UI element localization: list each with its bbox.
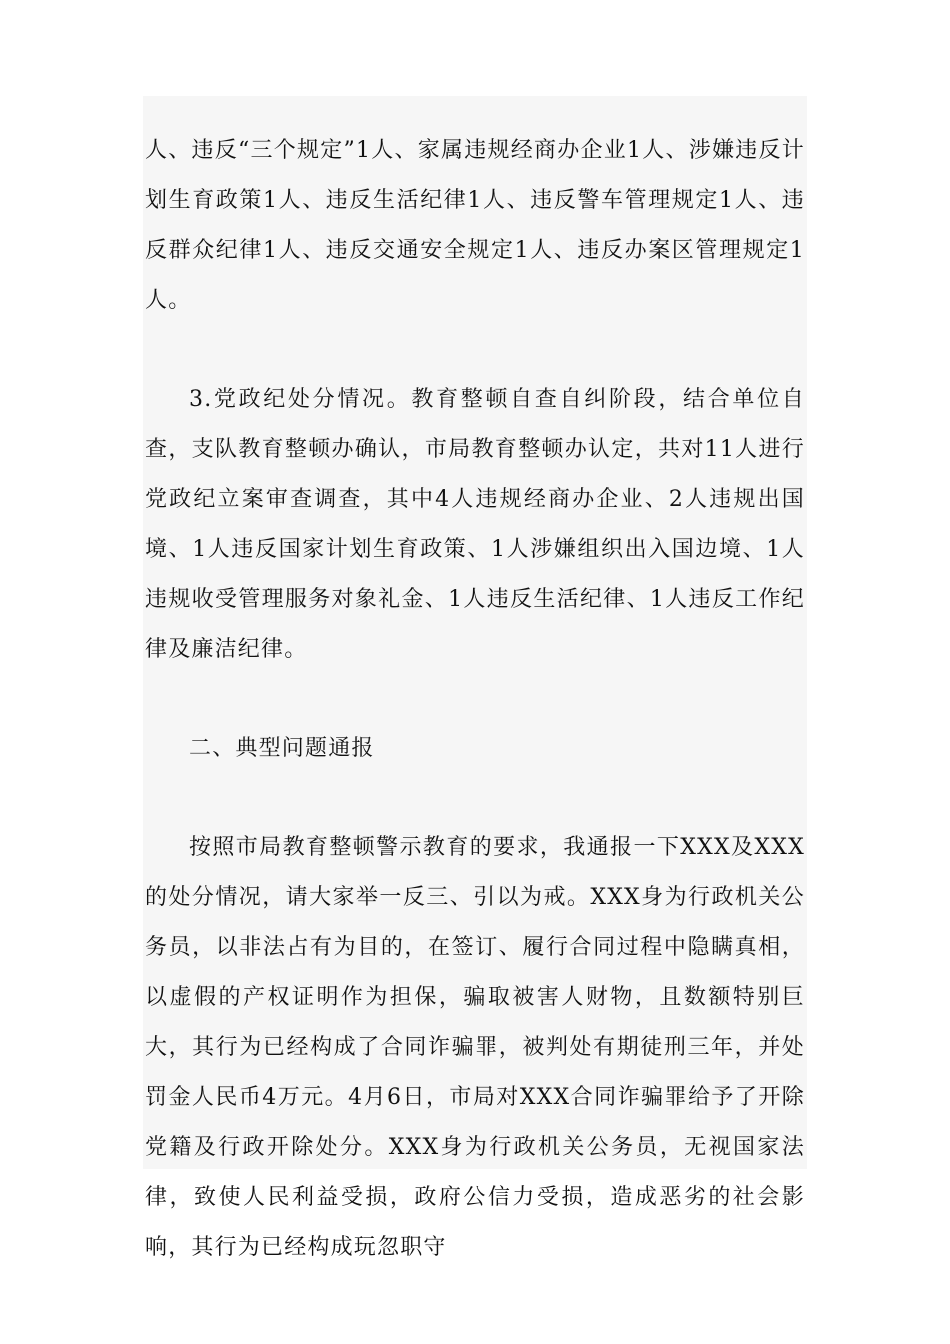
- document-body: [145, 126, 805, 1273]
- paragraph-gap: [145, 675, 805, 724]
- paragraph-case-report: 按照市局教育整顿警示教育的要求，我通报一下XXX及XXX的处分情况，请大家举一反三、引以为戒。XXX身为行政机关公务员，以非法占有为目的，在签订、履行合同过程中隐瞒真相，以虚假的产权证明作为担保，骗取被害人财物，且数额特别巨大，其行为已经构成了合同诈骗罪，被判处有期徒刑三年，并处罚金人民币4万元。4月6日，市局对XXX合同诈骗罪给予了开除党籍及行政开除处分。XXX身为行政机关公务员，无视国家法律，致使人民利益受损，政府公信力受损，造成恶劣的社会影响，其行为已经构成玩忽职守: [145, 835, 805, 1260]
- paragraph-gap: [145, 326, 805, 375]
- paragraph-discipline-sanctions: 3.党政纪处分情况。教育整顿自查自纠阶段，结合单位自查，支队教育整顿办确认，市局教育整顿办认定，共对11人进行党政纪立案审查调查，其中4人违规经商办企业、2人违规出国境、1人违反国家计划生育政策、1人涉嫌组织出入国边境、1人违规收受管理服务对象礼金、1人违反生活纪律、1人违反工作纪律及廉洁纪律。: [145, 387, 805, 662]
- paragraph-continuation: 人、违反“三个规定”1人、家属违规经商办企业1人、涉嫌违反计划生育政策1人、违反生活纪律1人、违反警车管理规定1人、违反群众纪律1人、违反交通安全规定1人、违反办案区管理规定1人。: [145, 138, 805, 313]
- paragraph-gap: [145, 774, 805, 823]
- section-heading: 二、典型问题通报: [189, 736, 375, 761]
